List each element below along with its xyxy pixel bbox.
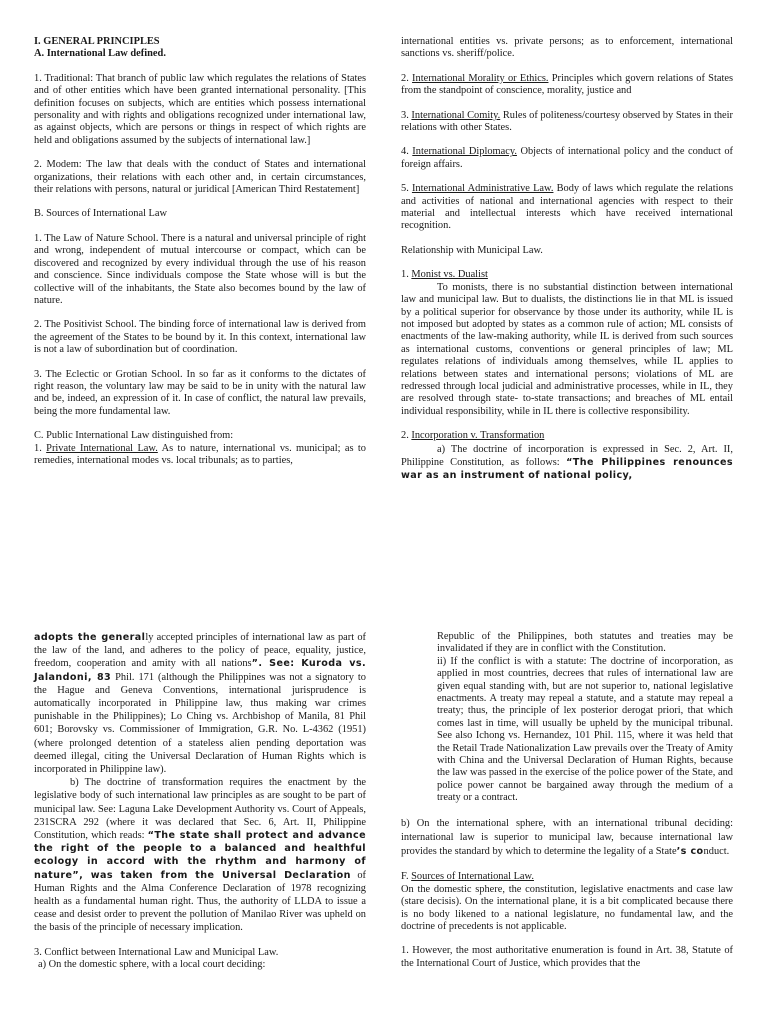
item-title: International Diplomacy. — [412, 146, 517, 158]
positivist-school: 2. The Positivist School. The binding force of international law is derived from the agreement of the States to be bound by it. In this context, international law is not a law of subordination but of coordination. — [34, 319, 366, 356]
section-heading: I. GENERAL PRINCIPLES — [34, 36, 160, 47]
item-text: Rules of politeness/courtesy observed by States in their relations with other States. — [401, 109, 734, 134]
subsection-heading: A. International Law defined. — [34, 48, 166, 60]
transformation-text-end: of Human Rights and the Alma Conference Declaration of 1978 recognizing health as a fundamental human right. Thus, the authority of LLDA to issue a cease and desist order to prevent the pollution of Manilao River was upheld on the basis of the principle of necessary implication. — [34, 869, 366, 934]
item-title: International Comity. — [411, 109, 501, 121]
conflict-heading: 3. Conflict between International Law and Municipal Law. — [34, 946, 279, 958]
column-1 — [34, 36, 366, 479]
icj-statute-text: 1. However, the most authoritative enumeration is found in Art. 38, Statute of the International Court of Justice, which provides that the — [401, 945, 733, 969]
incorporation-quote: “The Philippines renounces war as an instrument of national policy, — [401, 456, 733, 482]
case-text: Phil. 171 (although the Philippines was not a signatory to the Hague and Geneva Conventions, international jurisprudence is automatically incorporated in Philippine law, thus making war crimes punishable in the Philippines); Lo Ching vs. Archbishop of Manila, 81 Phil 601; Borovsky vs. Commissioner of Immigration, G.R. No. L-4362 (1951) (where prolonged detention of a stateless alien pending deportation was deemed illegal, citing the Universal Declaration of Human Rights which is incorporated in Philippine law). — [34, 671, 366, 776]
incorporation-title — [401, 430, 733, 442]
international-sphere-end: nduct. — [703, 846, 730, 858]
item-title: Monist vs. Dualist — [411, 269, 488, 281]
morality-item — [401, 73, 733, 98]
monist-dualist-title — [401, 269, 733, 281]
law-of-nature-school: 1. The Law of Nature School. There is a natural and universal principle of right and wrong, independent of mutual intercourse or compact, which can be discovered and recognized by every individual through the use of his reason and conscience. Since individuals compose the State whose will is but the collective will of the inhabitants, the State also becomes bound by the law of nature. — [34, 232, 366, 306]
sources-f-text: On the domestic sphere, the constitution, legislative enactments and case law (stare decisis). On the international plane, it is a bit complicated because there is no body likened to a national legislature, no fundamental law, and the doctrine of precedents is not applicable. — [401, 883, 733, 932]
emphasis: ’s co — [676, 846, 704, 858]
continued-text: international entities vs. private persons; as to enforcement, international sanctions vs. sheriff/police. — [401, 36, 733, 60]
item-number: F. — [401, 871, 412, 883]
administrative-law-item — [401, 183, 733, 233]
column-2 — [401, 36, 733, 495]
item-number: 1. — [401, 269, 412, 281]
quote-start: adopts the general — [34, 632, 146, 643]
statute-conflict-body: ii) If the conflict is with a statute: The doctrine of incorporation, as applied in most countries, decrees that rules of international law are given equal standing with, but are not superior to, national legislative enactments. A treaty may repeal a statute, and a statute may repeal a treaty; thus, the principle of lex posterior derogat priori, that which comes last in time, will usually be upheld by the municipal tribunal. See also Ichong vs. Hernandez, 101 Phil. 115, where it was held that the Retail Trade Nationalization Law prevails over the Treaty of Amity with China and the Universal Declaration of Human Rights, because the law was passed in the exercise of the police power of the State, and police power cannot be bargained away through the medium of a treaty or a contract. — [437, 655, 733, 804]
sources-f-heading — [401, 871, 733, 883]
item-number: 5. — [401, 183, 412, 195]
item-number: 2. — [401, 72, 413, 84]
item-text: Objects of international policy and the conduct of foreign affairs. — [401, 146, 734, 170]
sources-heading: B. Sources of International Law — [34, 208, 168, 220]
item-number: 2. — [401, 430, 412, 442]
international-sphere-text — [401, 817, 733, 860]
constitution-conflict-text: Republic of the Philippines, both statutes and treaties may be invalidated if they are in conflict with the Constitution. — [437, 631, 733, 655]
item-number: 4. — [401, 146, 413, 158]
domestic-sphere-line: a) On the domestic sphere, with a local court deciding: — [38, 959, 266, 971]
quote-body: ly accepted principles of international law as part of the law of the land, and adheres to the policy of peace, equality, justice, freedom, cooperation and amity with all nations — [34, 632, 366, 670]
incorporation-continued — [34, 631, 366, 776]
case-citation: ”. See: Kuroda vs. Jalandoni, 83 — [34, 658, 367, 683]
incorporation-body: a) The doctrine of incorporation is expressed in Sec. 2, Art. II, Philippine Constitution, as follows: — [401, 443, 733, 468]
item-title: International Morality or Ethics. — [412, 72, 549, 84]
item-title: Private International Law. — [46, 442, 158, 454]
column-4 — [401, 631, 733, 982]
item-text: Principles which govern relations of States from the standpoint of conscience, morality, justice and — [401, 72, 734, 97]
item-title: Sources of International Law. — [411, 871, 534, 883]
distinction-heading: C. Public International Law distinguished from: — [34, 430, 234, 442]
definition-modern: 2. Modem: The law that deals with the conduct of States and international organizations, their relations with each other and, in certain circumstances, their relations with persons, natural or juridical [American Third Restatement] — [34, 159, 366, 196]
transformation-text: b) The doctrine of transformation requires the enactment by the legislative body of such international law principles as are sought to be part of municipal law. See: Laguna Lake Development Authority vs. Court of Appeals, 231SCRA 292 (where it was declared that Sec. 6, Art. II, Philippine Constitution, which reads: — [34, 777, 366, 842]
item-text: As to nature, international vs. municipal; as to remedies, international modes vs. local tribunals; as to parties, — [34, 442, 366, 466]
relationship-heading: Relationship with Municipal Law. — [401, 244, 543, 256]
item-title: Incorporation v. Transformation — [411, 430, 545, 442]
item-number: 1. — [34, 442, 47, 454]
item-title: International Administrative Law. — [411, 183, 554, 195]
ecology-quote: “The state shall protect and advance the right of the people to a balanced and healthful ecology in accord with the rhythm and harmony of nature”, was taken from the Universal Declaration — [34, 830, 366, 881]
column-3 — [34, 631, 366, 971]
private-international-law-item — [34, 443, 366, 468]
comity-item — [401, 110, 733, 135]
transformation-paragraph — [34, 776, 366, 934]
international-sphere-body: b) On the international sphere, with an international tribunal deciding: international law is superior to municipal law, because international law provides the standard by which to determine the legality of a State — [401, 817, 733, 858]
incorporation-text — [401, 443, 733, 483]
item-number: 3. — [401, 109, 412, 121]
definition-traditional: 1. Traditional: That branch of public law which regulates the relations of States and of other entities which have been granted international personality. [This definition focuses on subjects, which are entities which possess international personality and with rights and obligations recognized under international law, as against objects, which are persons or things in respect of which rights are held and obligations assumed by the subjects of international law.] — [34, 72, 366, 146]
eclectic-school: 3. The Eclectic or Grotian School. In so far as it conforms to the dictates of right reason, the voluntary law may be said to be in unity with the natural law and be, indeed, an expression of it. In case of conflict, the natural law prevails, being the more fundamental law. — [34, 368, 366, 417]
item-text: Body of laws which regulate the relations and activities of national and international agencies with respect to their material and intellectual interests which have received international recognition. — [401, 183, 733, 232]
monist-dualist-text: To monists, there is no substantial distinction between international law and municipal law. But to dualists, the distinctions lie in that ML is issued by a political superior for observance by those under its authority, while IL is not imposed but adopted by states as a common rule of action; ML consists of enactments of the law-making authority, while IL is derived from such sources as international customs, conventions or general principles of law; ML regulates relations of individuals among themselves, while IL applies to relations between states and international persons; violations of ML are redressed through local judicial and administrative processes, while in IL, they are resolved through state- to-state transactions; and breaches of ML entail individual responsibility, while in IL there is collective responsibility. — [401, 281, 733, 417]
statute-conflict-text — [401, 656, 733, 805]
diplomacy-item — [401, 146, 733, 171]
